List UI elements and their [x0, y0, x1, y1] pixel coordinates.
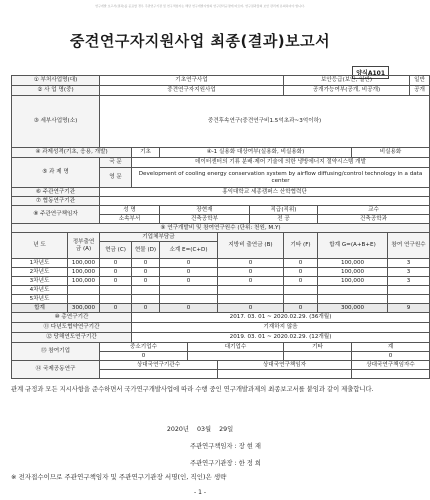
budget-total-cell: 100,000	[318, 277, 388, 286]
row-intl-header	[12, 361, 430, 370]
budget-sum-gov: 300,000	[68, 304, 100, 313]
row-period-year	[12, 333, 430, 343]
row-researcher-1	[12, 206, 430, 215]
row-task-kr	[12, 158, 430, 168]
researcher-dept-label: 소속부서	[100, 215, 160, 224]
period-year-label: ⑫ 당해연도연구기간	[12, 333, 132, 343]
research-type-label: ④ 과제성격(기초, 응용, 개발)	[12, 148, 132, 158]
budget-subtotal-cell	[160, 295, 218, 304]
researcher-major-value: 건축공학과	[318, 215, 430, 224]
task-kr-value: 데이터센터의 기류 분배·제어 기술에 의한 냉방에너지 절약시스템 개발	[132, 158, 430, 168]
intl-value-researcher-count	[352, 370, 430, 379]
intl-label: ⑭ 국제공동연구	[12, 361, 100, 379]
budget-gov-header: 정부출연금 (A)	[68, 233, 100, 259]
period-year-value: 2019. 03. 01 ~ 2020.02.29. (12개월)	[132, 333, 430, 343]
budget-kind-header: 현물 (D)	[132, 242, 160, 259]
security-value: 일반	[410, 76, 430, 86]
budget-year-cell: 2차년도	[12, 268, 68, 277]
use-value: 비실용화	[352, 148, 430, 158]
budget-kind-cell: 0	[132, 268, 160, 277]
budget-label: ⑨ 연구개발비 및 참여연구원수 (단위: 천원, M.Y)	[12, 224, 430, 233]
row-period-total	[12, 313, 430, 323]
budget-total-cell	[318, 286, 388, 295]
budget-people-cell	[388, 295, 430, 304]
budget-row	[12, 259, 430, 268]
period-total-label: ⑩ 총연구기간	[12, 313, 132, 323]
row-participating-header	[12, 343, 430, 352]
budget-row	[12, 277, 430, 286]
budget-sum-row	[12, 304, 430, 313]
budget-sum-cash: 0	[100, 304, 132, 313]
intl-value-researcher	[218, 370, 352, 379]
row-budget-title	[12, 224, 430, 233]
participating-header-sme: 중소기업수	[100, 343, 188, 352]
budget-gov-cell: 100,000	[68, 259, 100, 268]
budget-sum-total: 300,000	[318, 304, 388, 313]
top-notice: 연구개발 보고서(결과)를 공표할 경우 주관연구기관 및 연구책임자는 해당 연구개발사업의 연구관리규정에 따르며, 연구결과물의 보안 관리에 유의하여야 합니다.	[95, 4, 305, 8]
budget-etc-cell: 0	[284, 259, 318, 268]
task-en-label: 영 문	[100, 168, 132, 188]
budget-other-cell	[218, 295, 284, 304]
row-budget-header-1	[12, 233, 430, 242]
sub-value: 중견후속연구(중견연구비1.5억초과~3억이하)	[100, 96, 430, 148]
budget-subtotal-cell	[160, 286, 218, 295]
task-name-label: ⑤ 과 제 명	[12, 158, 100, 188]
budget-other-header: 지방비 출연금 (B)	[218, 233, 284, 259]
budget-people-cell: 3	[388, 259, 430, 268]
budget-people-header: 참여 연구원수	[388, 233, 430, 259]
row-dept	[12, 76, 430, 86]
use-label: ④-1 실용화 대상여부(실용화, 비실용화)	[160, 148, 352, 158]
budget-row	[12, 286, 430, 295]
research-type-value: 기초	[132, 148, 160, 158]
budget-cash-cell: 0	[100, 259, 132, 268]
period-total-value: 2017. 03. 01 ~ 2020.02.29. (36개월)	[132, 313, 430, 323]
researcher-signature: 주관연구책임자 : 장 현 재	[190, 443, 261, 450]
budget-sum-people: 9	[388, 304, 430, 313]
budget-people-cell	[388, 286, 430, 295]
security-label: 보안등급(보안, 일반)	[284, 76, 410, 86]
host-label: ⑥ 주관연구기관	[12, 188, 100, 197]
budget-sum-etc: 0	[284, 304, 318, 313]
budget-year-cell: 4차년도	[12, 286, 68, 295]
period-multi-label: ⑪ 다년도협약연구기간	[12, 323, 132, 333]
budget-people-cell: 3	[388, 277, 430, 286]
budget-subtotal-header: 소계 E=(C+D)	[160, 242, 218, 259]
participating-label: ⑬ 참여기업	[12, 343, 100, 361]
budget-cash-header: 현금 (C)	[100, 242, 132, 259]
coop-value	[100, 197, 430, 206]
budget-other-cell: 0	[218, 277, 284, 286]
intl-header-institutes: 상대국연구기관수	[100, 361, 218, 370]
participating-header-total: 계	[352, 343, 430, 352]
host-value: 홍익대학교 세종캠퍼스 산학협력단	[100, 188, 430, 197]
budget-total-header: 합계 G=(A+B+E)	[318, 233, 388, 259]
task-en-value: Development of cooling energy conservation system by airflow diffusing/control technology in a data center	[132, 168, 430, 188]
budget-year-cell: 3차년도	[12, 277, 68, 286]
participating-value-large	[188, 352, 284, 361]
budget-company-header: 기업체부담금	[100, 233, 218, 242]
report-form-table	[11, 75, 430, 379]
budget-year-cell: 1차년도	[12, 259, 68, 268]
period-multi-value: 기재하지 않음	[132, 323, 430, 333]
budget-people-cell: 3	[388, 268, 430, 277]
submission-date	[0, 424, 400, 433]
row-project	[12, 86, 430, 96]
row-period-multi	[12, 323, 430, 333]
date-year: 2020년	[166, 426, 189, 433]
budget-sum-kind: 0	[132, 304, 160, 313]
participating-header-large: 대기업수	[188, 343, 284, 352]
budget-other-cell: 0	[218, 268, 284, 277]
budget-other-cell	[218, 286, 284, 295]
open-value: 공개	[410, 86, 430, 96]
date-day: 29일	[219, 426, 234, 433]
budget-kind-cell	[132, 295, 160, 304]
dept-label: ① 부처사업명(대)	[12, 76, 100, 86]
head-signature: 주관연구기관장 : 한 정 희	[190, 460, 261, 467]
researcher-name-label: 성 명	[100, 206, 160, 215]
budget-kind-cell: 0	[132, 277, 160, 286]
submission-statement: 관계 규정과 모든 지시사항을 준수하면서 국가연구개발사업에 따라 수행 중인 연구개발과제의 최종보고서를 붙임과 같이 제출합니다.	[11, 386, 374, 393]
budget-row	[12, 268, 430, 277]
intl-header-researcher: 상대국연구책임자	[218, 361, 352, 370]
budget-etc-header: 기타 (F)	[284, 233, 318, 259]
budget-cash-cell: 0	[100, 277, 132, 286]
dept-value: 기초연구사업	[100, 76, 284, 86]
budget-gov-cell: 100,000	[68, 268, 100, 277]
budget-gov-cell: 100,000	[68, 277, 100, 286]
sub-label: ③ 세부사업명(소)	[12, 96, 100, 148]
budget-etc-cell: 0	[284, 268, 318, 277]
budget-subtotal-cell: 0	[160, 277, 218, 286]
budget-cash-cell	[100, 295, 132, 304]
researcher-name-value: 장현재	[160, 206, 250, 215]
budget-kind-cell	[132, 286, 160, 295]
budget-year-header: 년 도	[12, 233, 68, 259]
head-signature-name: 한 정 희	[238, 460, 261, 467]
budget-etc-cell	[284, 295, 318, 304]
budget-kind-cell: 0	[132, 259, 160, 268]
row-coop	[12, 197, 430, 206]
project-value: 중견연구자지원사업	[100, 86, 284, 96]
budget-subtotal-cell: 0	[160, 268, 218, 277]
researcher-major-label: 전 공	[250, 215, 318, 224]
row-sub	[12, 96, 430, 148]
researcher-signature-name: 장 현 재	[238, 443, 261, 450]
budget-cash-cell	[100, 286, 132, 295]
budget-total-cell	[318, 295, 388, 304]
coop-label: ⑦ 협동연구기관	[12, 197, 100, 206]
researcher-dept-value: 건축공학부	[160, 215, 250, 224]
budget-year-cell: 5차년도	[12, 295, 68, 304]
researcher-label: ⑧ 주관연구책임자	[12, 206, 100, 224]
researcher-position-value: 교수	[318, 206, 430, 215]
e-submission-note: ※ 전자접수이므로 주관연구책임자 및 주관연구기관장 서명(인, 직인)은 생략	[11, 473, 227, 481]
intl-value-institutes	[100, 370, 218, 379]
date-month: 03월	[196, 426, 212, 433]
budget-row	[12, 295, 430, 304]
participating-value-total: 0	[352, 352, 430, 361]
budget-etc-cell: 0	[284, 277, 318, 286]
task-kr-label: 국 문	[100, 158, 132, 168]
participating-header-etc: 기타	[284, 343, 352, 352]
budget-etc-cell	[284, 286, 318, 295]
intl-header-researcher-count: 상대국연구책임자수	[352, 361, 430, 370]
document-title: 중견연구자지원사업 최종(결과)보고서	[69, 32, 331, 50]
budget-subtotal-cell: 0	[160, 259, 218, 268]
participating-value-etc	[284, 352, 352, 361]
budget-gov-cell	[68, 286, 100, 295]
row-research-type	[12, 148, 430, 158]
budget-cash-cell: 0	[100, 268, 132, 277]
page-number: - 1 -	[194, 489, 206, 496]
researcher-signature-label: 주관연구책임자	[190, 443, 233, 450]
budget-sum-subtotal: 0	[160, 304, 218, 313]
project-label: ② 사 업 명(중)	[12, 86, 100, 96]
budget-total-cell: 100,000	[318, 259, 388, 268]
participating-value-sme: 0	[100, 352, 188, 361]
budget-other-cell: 0	[218, 259, 284, 268]
budget-gov-cell	[68, 295, 100, 304]
budget-sum-label: 합계	[12, 304, 68, 313]
form-code-badge: 양식A101	[352, 66, 389, 79]
row-host	[12, 188, 430, 197]
budget-total-cell: 100,000	[318, 268, 388, 277]
budget-sum-other: 0	[218, 304, 284, 313]
open-label: 공개가능여부(공개, 비공개)	[284, 86, 410, 96]
researcher-position-label: 직급(직위)	[250, 206, 318, 215]
head-signature-label: 주관연구기관장	[190, 460, 233, 467]
